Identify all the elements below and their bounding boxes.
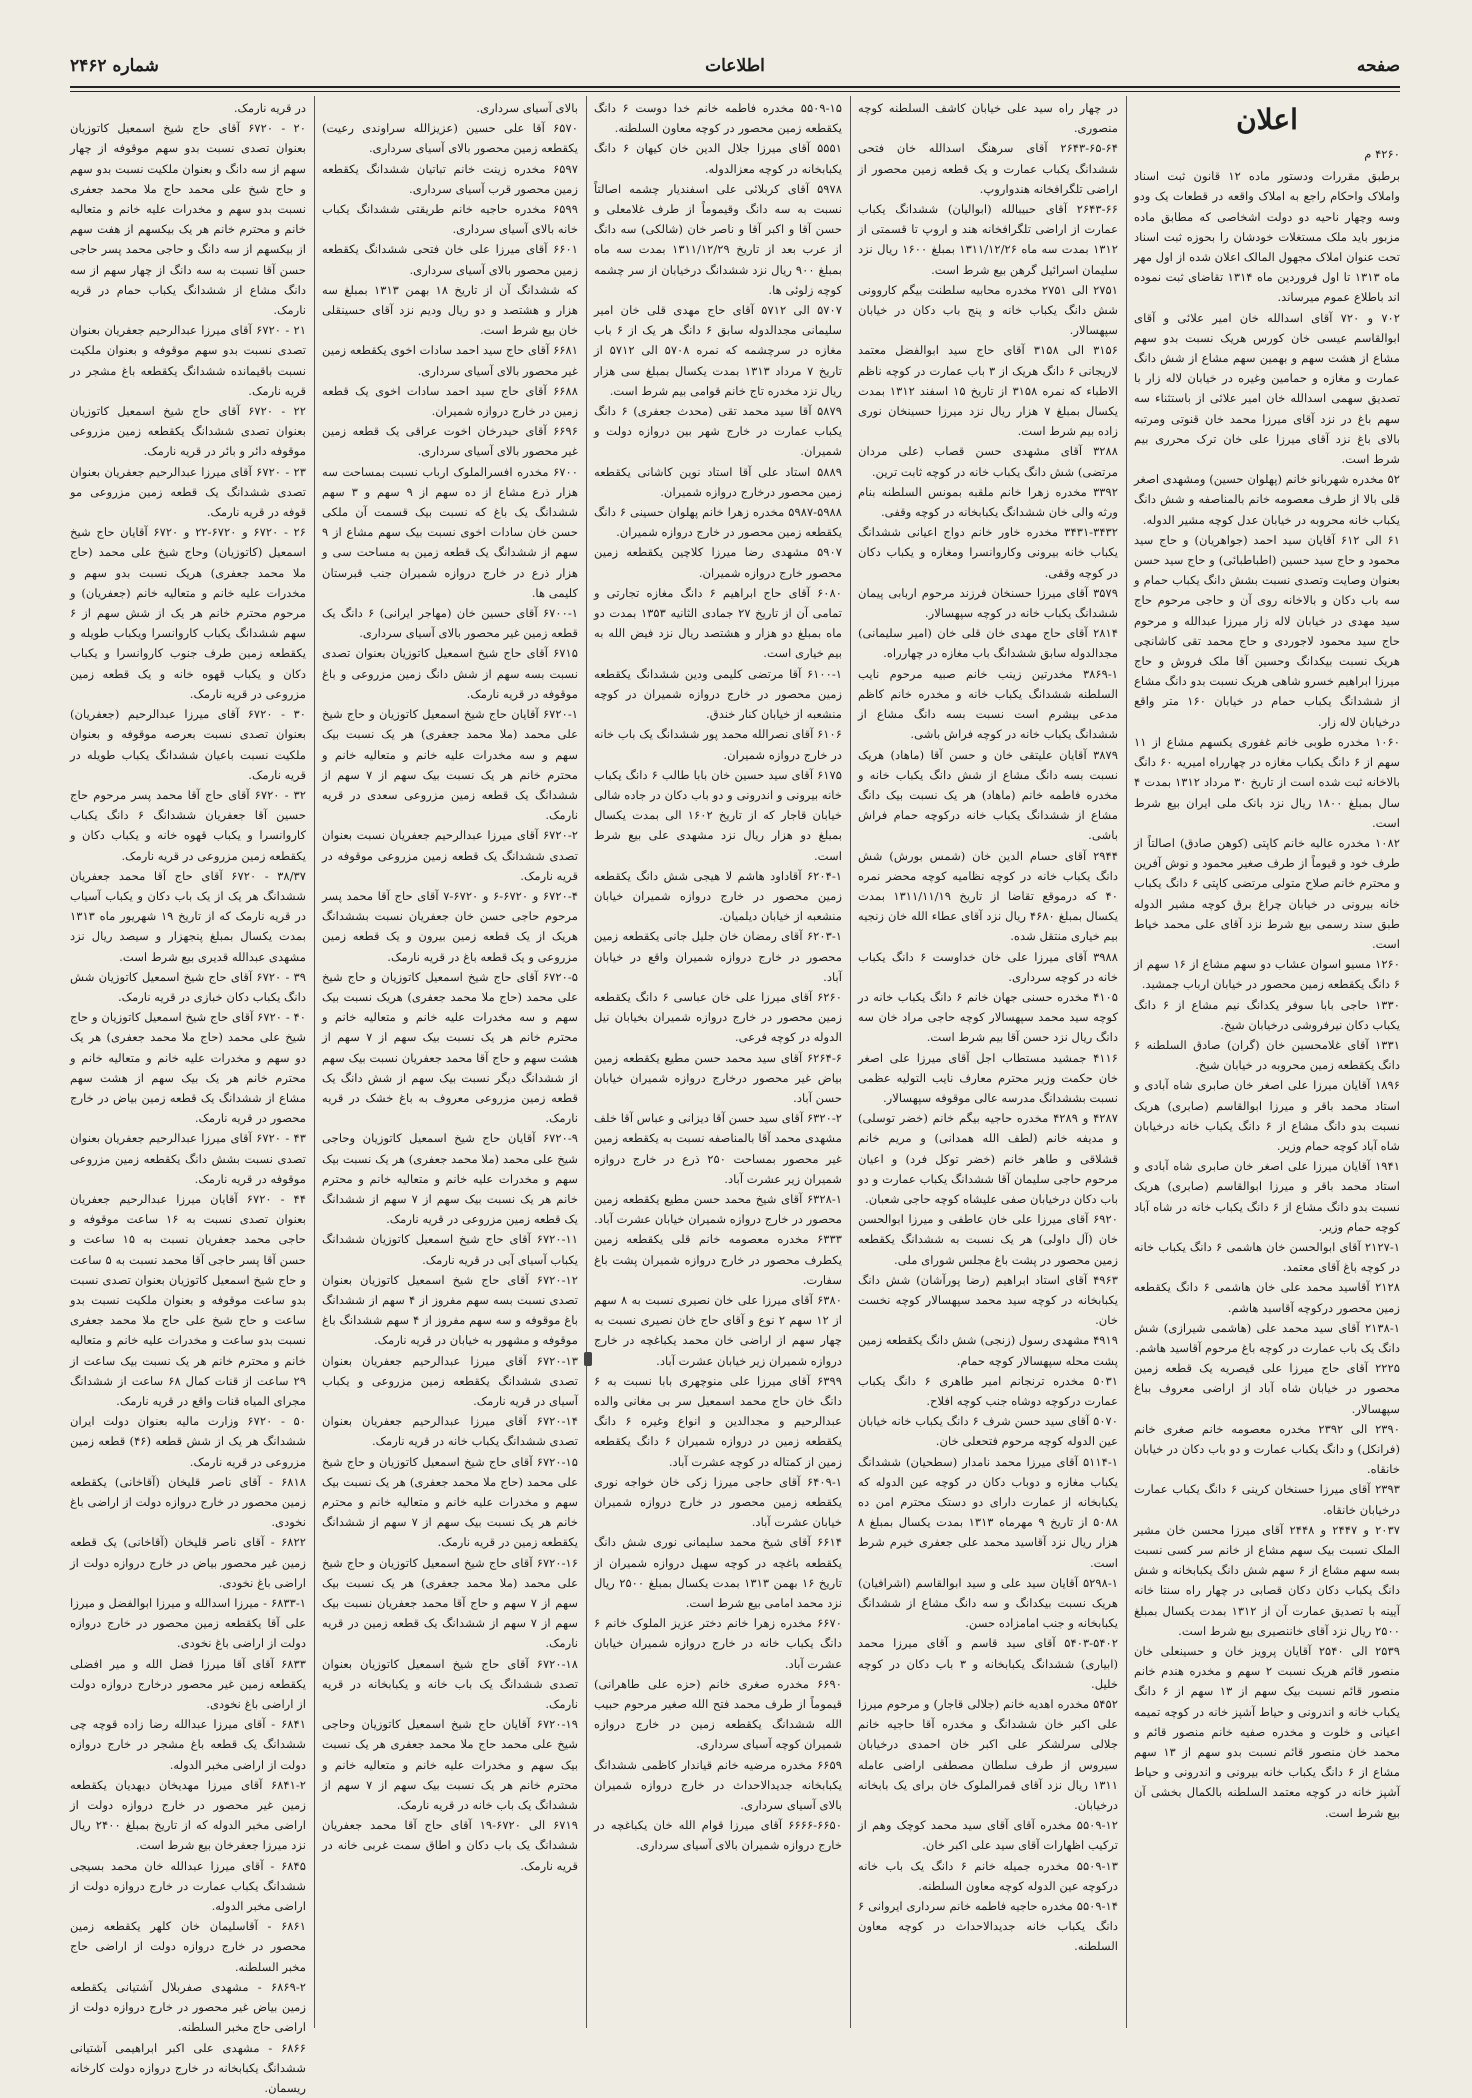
notice-entry: ۵۷۰۷ الی ۵۷۱۲ آقای حاج مهدی قلی خان امیر سلیمانی مجدالدوله سابق ۶ دانگ هر یک از ۶ باب مغازه در سرچشمه که نمره ۵۷۰۸ الی ۵۷۱۲ از تاریخ ۷ مرداد ۱۳۱۳ بمدت یکسال بمبلغ سی هزار ریال نزد مخدره تاج خانم قوامی بیم شرط است. bbox=[594, 300, 842, 401]
header-rule-thin bbox=[70, 91, 1400, 92]
notice-entry: ۶۷۲۰-۱۶ آقای حاج شیخ اسمعیل کاتوزیان و حاج شیخ علی محمد (ملا محمد جعفری) هر یک نسبت بیک سهم از ۷ سهم و حاج آقا محمد جعفریان نسبت بیک سهم از ۷ سهم از ششدانگ یک قطعه زمین در قریه نارمک. bbox=[322, 1553, 578, 1654]
notice-entry: ۵۲۹۸-۱ آقایان سید علی و سید ابوالقاسم (اشرافیان) هریک نسبت بیکدانگ و سه دانگ مشاع از ششدانگ یکبابخانه و جنب امامزاده حسن. bbox=[858, 1573, 1118, 1634]
notice-entry: ۶۷۲۰-۱ آقایان حاج شیخ اسمعیل کاتوزیان و حاج شیخ علی محمد (ملا محمد جعفری) هر یک نسبت بیک سهم و سه مخدرات علیه خانم و متعالیه خانم و محترم خانم هر یک نسبت بیک سهم از ۷ سهم از ششدانگ یک قطعه زمین مزروعی سعدی در قریه نارمک. bbox=[322, 704, 578, 825]
notice-entry: ۶۸۳۳ آقای آقا میرزا فضل الله و میر افضلی یکقطعه زمین غیر محصور درخارج دروازه دولت از اراضی باغ نخودی. bbox=[70, 1654, 306, 1715]
notice-entry: ۱۸۹۶ آقایان میرزا علی اصغر خان صابری شاه آبادی و استاد محمد باقر و میرزا ابوالقاسم (صابری) هریک نسبت بدو دانگ مشاع از ۶ دانگ یکباب خانه درخیابان شاه آباد کوچه حمام وزیر. bbox=[1134, 1075, 1400, 1156]
notice-entry: ۶۷۲۰-۱۱ آقای حاج شیخ اسمعیل کاتوزیان ششدانگ یکباب آسیای آبی در قریه نارمک. bbox=[322, 1229, 578, 1269]
column-divider bbox=[586, 96, 587, 2028]
notice-entry: ۲۶ - ۶۷۲۰ و ۶۷۲۰-۲۲ و ۶۷۲۰ آقایان حاج شیخ اسمعیل (کاتوزیان) وحاج شیخ علی محمد (حاج ملا محمد جعفری) هریک نسبت بدو سهم و مخدرات علیه خانم و متعالیه خانم (جعفریان) و مرحوم محترم خانم هر یک از شش سهم از ۶ سهم ششدانگ یکباب کاروانسرا ویکباب طویله و یکقطعه زمین طرف جنوب کاروانسرا و یکباب دکان و یکباب قهوه خانه و یک قطعه زمین مزروعی در قریه نارمک. bbox=[70, 522, 306, 704]
notice-entry: ۶۷۲۰-۱۲ آقای حاج شیخ اسمعیل کاتوزیان بعنوان تصدی نسبت بسه سهم مفروز از ۴ سهم از ششدانگ باغ موقوفه و سه سهم مفروز از ۴ سهم ششدانگ باغ موقوفه و مشهور به خیابان در قریه نارمک. bbox=[322, 1270, 578, 1351]
notice-entry: ۶۸۲۲ - آقای ناصر قلیخان (آقاخانی) یک قطعه زمین غیر محصور بیاض در خارج دروازه دولت از اراضی باغ نخودی. bbox=[70, 1532, 306, 1593]
notice-entry: ۳۸۷۹ آقایان علیتقی خان و حسن آقا (ماهاد) هریک نسبت بسه دانگ مشاع از شش دانگ یکباب خانه و مخدره فاطمه خانم (ماهاد) هر یک نسبت بیک دانگ مشاع از ششدانگ یکباب خانه درکوچه حمام فراش باشی. bbox=[858, 745, 1118, 846]
notice-entry: که ششدانگ آن از تاریخ ۱۸ بهمن ۱۳۱۳ بمبلغ سه هزار و هشتصد و دو ریال ودیم نزد آقای حسینقلی خان بیع شرط است. bbox=[322, 280, 578, 341]
notice-entry: ۳۵۷۹ آقای میرزا حسنخان فرزند مرحوم اربابی پیمان ششدانگ یکباب خانه در کوچه سپهسالار. bbox=[858, 583, 1118, 623]
notice-entry: ۶۱۰۰-۱ آقا مرتضی کلیمی ودین ششدانگ یکقطعه زمین محصور در خارج دروازه شمیران در کوچه منشعبه از خیابان کنار خندق. bbox=[594, 664, 842, 725]
notice-entry: ۶۲۶۰ آقای میرزا علی خان عباسی ۶ دانگ یکقطعه زمین محصور در خارج دروازه شمیران بخیابان نیل الدوله در کوچه فرعی. bbox=[594, 987, 842, 1048]
notice-entry: بالای آسیای سرداری. bbox=[322, 98, 578, 118]
notice-entry: ۶۶۸۸ آقای حاج سید احمد سادات اخوی یک قطعه زمین در خارج دروازه شمیران. bbox=[322, 381, 578, 421]
notice-entry: ۳۲۸۸ آقای مشهدی حسن قصاب (علی مردان مرتضی) شش دانگ یکباب خانه در کوچه ثابت ترین. bbox=[858, 441, 1118, 481]
notice-entry: ۶۶۹۶ آقای حیدرخان اخوت عراقی یک قطعه زمین غیر محصور بالای آسیای سرداری. bbox=[322, 421, 578, 461]
notice-entry: ۲۹۴۴ آقای حسام الدین خان (شمس بورش) شش دانگ یکباب خانه در کوچه نظامیه کوچه محضر نمره ۴۰ که درموقع تقاضا از تاریخ ۱۳۱۱/۱۱/۱۹ بمدت یکسال بمبلغ ۴۶۸۰ ریال نزد آقای عطاء الله خان زنجیه بیم خیاری منتقل شده. bbox=[858, 846, 1118, 947]
notice-entry: ۶۷۲۰-۴ و ۶۷۲۰-۶ و ۶۷۲۰-۷ آقای حاج آقا محمد پسر مرحوم حاجی حسن خان جعفریان نسبت بششدانگ هریک از یک قطعه زمین بیرون و یک قطعه زمین مزروعی و یک قطعه باغ در قریه نارمک. bbox=[322, 886, 578, 967]
notice-entry: ۳۹ - ۶۷۲۰ آقای حاج شیخ اسمعیل کاتوزیان شش دانگ یکباب دکان خبازی در قریه نارمک. bbox=[70, 967, 306, 1007]
notice-entry: ۶۶۹۰ مخدره صغری خانم (حزه علی طاهرانی) قیموماً از طرف محمد فتح الله صغیر مرحوم حبیب الله ششدانگ یکقطعه زمین در خارج دروازه شمیران کوچه آسیای سرداری. bbox=[594, 1674, 842, 1755]
notice-entry: ۶۸۳۳-۱ - میرزا اسدالله و میرزا ابوالفضل و میرزا علی آقا یکقطعه زمین محصور در خارج دروازه دولت از اراضی باغ نخودی. bbox=[70, 1593, 306, 1654]
notice-entry: ۳۱۵۶ الی ۳۱۵۸ آقای حاج سید ابوالفضل معتمد لاریجانی ۶ دانگ هریک از ۳ باب عمارت در کوچه ناظم الاطباء که نمره ۳۱۵۸ از تاریخ ۱۵ اسفند ۱۳۱۲ بمدت یکسال بمبلغ ۷ هزار ریال نزد میرزا حسینخان نوری زاده بیم شرط است. bbox=[858, 340, 1118, 441]
notice-entry: ۲۳۹۰ الی ۲۳۹۲ مخدره معصومه خانم صغری خانم (فرانکل) و دانگ یکباب عمارت و دو باب دکان در خیابان خانقاه. bbox=[1134, 1419, 1400, 1480]
notice-entry: ۴۹۱۹ مشهدی رسول (زنجی) شش دانگ یکقطعه زمین پشت محله سپهسالار کوچه حمام. bbox=[858, 1330, 1118, 1370]
notice-entry: ۶۸۴۱-۲ آقای میرزا مهدیخان دیهدیان یکقطعه زمین غیر محصور در خارج دروازه دولت از اراضی مخبر الدوله که از تاریخ بمبلغ ۲۴۰۰ ریال نزد میرزا جعفرخان بیع شرط است. bbox=[70, 1775, 306, 1856]
notice-entry: ۶۹۲۰ آقای میرزا علی خان عاطفی و میرزا ابوالحسن خان (آل داولی) هر یک نسبت به ششدانگ یکقطعه زمین محصور در پشت باغ مجلس شورای ملی. bbox=[858, 1209, 1118, 1270]
notice-entry: ۳۴۳۱-۳۴۳۲ مخدره خاور خانم دواج اعیانی ششدانگ یکباب خانه بیرونی وکاروانسرا ومغازه و یکباب دکان در کوچه وقفی. bbox=[858, 522, 1118, 583]
notice-entry: ۶۲۰۳-۱ آقای رمضان خان جلیل جانی یکقطعه زمین محصور در خارج دروازه شمیران واقع در خیابان آباد. bbox=[594, 926, 842, 987]
notice-entry: ۱۲۶۰ مسیو اسوان عشاب دو سهم مشاع از ۱۶ سهم از ۶ دانگ یکقطعه زمین محصور در خیابان ارباب جمشید. bbox=[1134, 954, 1400, 994]
notice-entry: ۶۵۷۰ آقا علی حسین (عزیزالله سراوندی رعیت) یکقطعه زمین محصور بالای آسیای سرداری. bbox=[322, 118, 578, 158]
column-3 bbox=[594, 98, 842, 2026]
notice-entry: ۳۸/۳۷ - ۶۷۲۰ آقای حاج آقا محمد جعفریان ششدانگ هر یک از یک باب دکان و یکباب آسیاب در قریه نارمک که از تاریخ ۱۹ شهریور ماه ۱۳۱۳ بمدت یکسال بمبلغ پنجهزار و سیصد ریال نزد مشهدی عبدالله قدیری بیع شرط است. bbox=[70, 866, 306, 967]
notice-entry: ۶۲۶۴-۶ آقای سید محمد حسن مطیع یکقطعه زمین بیاض غیر محصور درخارج دروازه شمیران خیابان حسن آباد. bbox=[594, 1048, 842, 1109]
notice-title: اعلان bbox=[1134, 100, 1400, 140]
notice-entry: ۶۷۲۰-۱۳ آقای میرزا عبدالرحیم جعفریان بعنوان تصدی ششدانگ یکقطعه زمین مزروعی و یکباب آسیای در قریه نارمک. bbox=[322, 1351, 578, 1412]
notice-entry: ۳۰ - ۶۷۲۰ آقای میرزا عبدالرحیم (جعفریان) بعنوان تصدی نسبت بعرصه موقوفه و بعنوان ملکیت نسبت باعیان ششدانگ یکباب طویله در قریه نارمک. bbox=[70, 704, 306, 785]
page-label: صفحه bbox=[1357, 56, 1400, 76]
notice-entry: ۵۴۵۲ مخدره اهدیه خانم (جلالی قاجار) و مرحوم میرزا علی اکبر خان ششدانگ و مخدره آقا حاجیه خانم جلالی سرلشکر علی اکبر خان احمدی درخیابان سیروس از طرف سلطان مصطفی اراضی عامله ۱۳۱۱ ریال نزد آقای قمرالملوک خان برای یک بابخانه درخیابان. bbox=[858, 1694, 1118, 1815]
notice-number: ۴۲۶۰ م bbox=[1134, 144, 1400, 164]
column-divider bbox=[1126, 96, 1127, 2028]
notice-entry: ۶۸۴۵ - آقای میرزا عبدالله خان محمد بسیجی ششدانگ یکباب عمارت در خارج دروازه دولت از اراضی مخبر الدوله. bbox=[70, 1856, 306, 1917]
notice-entry: ۵۲ مخدره شهربانو خانم (پهلوان حسین) ومشهدی اصغر قلی بالا از طرف معصومه خانم بالمناصفه و شش دانگ یکباب خانه محروبه در خیابان عدل کوچه مشیر الدوله. bbox=[1134, 469, 1400, 530]
notice-entry: ۵۰۳۱ مخدره ترنجانم امیر طاهری ۶ دانگ یکباب عمارت درکوچه دوشاه جنب کوچه افلاح. bbox=[858, 1371, 1118, 1411]
notice-entry: ۲۷۵۱ الی ۲۷۵۱ مخدره محابیه سلطنت بیگم کاروونی شش دانگ یکباب خانه و پنج باب دکان در خیابان سپهسالار. bbox=[858, 280, 1118, 341]
notice-entry: ۶۷۰۰-۱ آقای حسین خان (مهاجر ایرانی) ۶ دانگ یک قطعه زمین غیر محصور بالای آسیای سرداری. bbox=[322, 603, 578, 643]
notice-entry: ۴۱۰۵ مخدره حسنی جهان خانم ۶ دانگ یکباب خانه در کوچه سید محمد سپهسالار کوچه حاجی مراد خان سه دانگ ریال نزد حسن آقا بیم شرط است. bbox=[858, 987, 1118, 1048]
notice-entry: ۶۸۴۱ - آقای میرزا عبدالله رضا زاده قوچه چی ششدانگ یک قطعه باغ مشجر در خارج دروازه دولت از اراضی مخبر الدوله. bbox=[70, 1714, 306, 1775]
notice-entry: ۶۳۳۳ مخدره معصومه خانم قلی یکقطعه زمین یکطرف محصور در خارج دروازه شمیران پشت باغ سفارت. bbox=[594, 1229, 842, 1290]
notice-entry: ۶۱ الی ۶۱۲ آقایان سید احمد (جواهریان) و حاج سید محمود و حاج سید حسین (اطباطبائی) و حاج سید حسن بعنوان وصایت وتصدی نسبت بشش دانگ یکباب حمام و سه باب دکان و بالاخانه روی آن و حاجی مرحوم حاج سید مهدی در خیابان لاله زار میرزا عبدالله و مرحوم حاج سید محمود لاجوردی و حاج محمد تقی کاشانچی هریک نسبت بیکدانگ وحسین آقا ملک فروش و حاج میرزا ابراهیم خسرو شاهی هریک نسبت بدو دانگ مشاع از ششدانگ یکباب حمام در خیابان ۱۶۰ متر واقع درخیابان لاله زار. bbox=[1134, 530, 1400, 732]
notice-entry: ۵۹۰۷ مشهدی رضا میرزا کلاچین یکقطعه زمین محصور خارج دروازه شمیران. bbox=[594, 542, 842, 582]
newspaper-name: اطلاعات bbox=[70, 56, 1400, 76]
notice-entry: ۶۲۰۴-۱ آقاداود هاشم لا هیجی شش دانگ یکقطعه زمین محصور در خارج دروازه شمیران خیابان منشعبه از خیابان دیلمیان. bbox=[594, 866, 842, 927]
notice-entry: ۲۳۹۳ آقای میرزا حسنخان کرینی ۶ دانگ یکباب عمارت درخیابان خانقاه. bbox=[1134, 1479, 1400, 1519]
notice-entry: ۴۱۱۶ جمشید مستطاب اجل آقای میرزا علی اصغر خان حکمت وزیر محترم معارف نایب التولیه عظمی نسبت بششدانگ مدرسه عالی موقوفه سپهسالار. bbox=[858, 1048, 1118, 1109]
notice-entry: ۳۹۸۸ آقای میرزا علی خان خداوست ۶ دانگ یکباب خانه در کوچه سرداری. bbox=[858, 947, 1118, 987]
notice-entry: ۲۸۱۴ آقای حاج مهدی خان قلی خان (امیر سلیمانی) مجدالدوله سابق ششدانگ باب مغازه در چهارراه. bbox=[858, 623, 1118, 663]
notice-entry: ۲۰ - ۶۷۲۰ آقای حاج شیخ اسمعیل کاتوزیان بعنوان تصدی نسبت بدو سهم موقوفه از چهار سهم از سه دانگ و بعنوان ملکیت نسبت بدو سهم و حاج شیخ علی محمد حاج ملا محمد جعفری نسبت بدو سهم و مخدرات علیه خانم و متعالیه خانم و محترم خانم هر یک بیکسهم از هفت سهم از بیکسهم از سه دانگ و حاجی محمد پسر حاجی حسن آقا نسبت به سه دانگ از چهار سهم از سه دانگ مشاع از ششدانگ یکباب حمام در قریه نارمک. bbox=[70, 118, 306, 320]
notice-entry: ۷۰۲ و ۷۲۰ آقای اسدالله خان امیر علائی و آقای ابوالقاسم عیسی خان کورس هریک نسبت بدو سهم مشاع از هشت سهم و بهمین سهم مشاع از شش دانگ عمارت و مغازه و حمامین وغیره در خیابان لاله زار با تصدیق سهمی اسدالله خان امیر علائی از باستثناء سه سهم باغ در نزد آقای میرزا محمد خان قنوتی ومرتبه بالای باغ نزد آقای میرزا علی خان ترک محرری بیم شرط است. bbox=[1134, 308, 1400, 470]
notice-entry: ۵۸۷۹ آقا سید محمد تقی (محدث جعفری) ۶ دانگ یکباب عمارت در خارج شهر بین دروازه دولت و شمیران. bbox=[594, 401, 842, 462]
notice-entry: ۵۰۷۰ آقای سید حسن شرف ۶ دانگ یکباب خانه خیابان عین الدوله کوچه مرحوم فتحعلی خان. bbox=[858, 1411, 1118, 1451]
notice-entry: ۶۳۲۰-۲ آقای سید حسن آقا دیزانی و عباس آقا خلف مشهدی محمد آقا بالمناصفه نسبت به یکقطعه زمین غیر محصور بمساحت ۲۵۰ ذرع در خارج دروازه شمیران زیر عشرت آباد. bbox=[594, 1108, 842, 1189]
notice-entry: ۶۶۶۶-۶۶۵۰ آقای میرزا قوام الله خان یکباغچه در خارج دروازه شمیران بالای آسیای سرداری. bbox=[594, 1815, 842, 1855]
notice-entry: ۵۸۸۹ استاد علی آقا استاد نوین کاشانی یکقطعه زمین محصور درخارج دروازه شمیران. bbox=[594, 462, 842, 502]
notice-entry: ۲۶۴۳-۶۶ آقای حبیبالله (ابوالیان) ششدانگ یکباب عمارت از اراضی تلگرافخانه هند و اروپ تا قسمتی از ۱۳۱۲ بمدت سه ماه ۱۳۱۱/۱۲/۲۶ بمبلغ ۱۶۰۰ ریال نزد سلیمان اسرائیل گرهن بیع شرط است. bbox=[858, 199, 1118, 280]
notice-entry: ۶۶۷۰ مخدره زهرا خانم دختر عزیز الملوک خانم ۶ دانگ یکباب خانه در خارج دروازه شمیران خیابان عشرت آباد. bbox=[594, 1613, 842, 1674]
notice-entry: ۶۷۱۹ الی ۶۷۲۰-۱۹ آقای حاج آقا محمد جعفریان ششدانگ یک باب دکان و اطاق سمت غربی خانه در قریه نارمک. bbox=[322, 1815, 578, 1876]
notice-entry: ۴۳ - ۶۷۲۰ آقای میرزا عبدالرحیم جعفریان بعنوان تصدی نسبت بشش دانگ یکقطعه زمین مزروعی موقوفه در قریه نارمک. bbox=[70, 1128, 306, 1189]
column-divider bbox=[850, 96, 851, 2028]
notice-entry: ۶۶۱۴ آقای شیخ محمد سلیمانی نوری شش دانگ یکقطعه باغچه در کوچه سهیل دروازه شمیران از تاریخ ۱۶ بهمن ۱۳۱۳ بمدت یکسال بمبلغ ۲۵۰۰ ریال نزد محمد امامی بیع شرط است. bbox=[594, 1532, 842, 1613]
notice-entry: ۵۹۸۷-۵۹۸۸ مخدره زهرا خانم پهلوان حسینی ۶ دانگ یکقطعه زمین محصور در خارج دروازه شمیران. bbox=[594, 502, 842, 542]
notice-entry: ۶۱۷۵ آقای سید حسین خان بابا طالب ۶ دانگ یکباب خانه بیرونی و اندرونی و دو باب دکان در جاده شالی خیابان قاجار که از تاریخ ۱۶۰۲ الی بمدت یکسال بمبلغ دو هزار ریال نزد مشهدی علی بیع شرط است. bbox=[594, 765, 842, 866]
notice-entry: ۶۷۱۵ آقای حاج شیخ اسمعیل کاتوزیان بعنوان تصدی نسبت بسه سهم از شش دانگ زمین مزروعی و باغ موقوفه در قریه نارمک. bbox=[322, 643, 578, 704]
page-header bbox=[70, 56, 1400, 82]
notice-entry: ۶۶۸۱ آقای حاج سید احمد سادات اخوی یکقطعه زمین غیر محصور بالای آسیای سرداری. bbox=[322, 340, 578, 380]
notice-entry: ۲۱۲۷-۱ آقای ابوالحسن خان هاشمی ۶ دانگ یکباب خانه در کوچه باغ آقای معتمد. bbox=[1134, 1237, 1400, 1277]
header-rule bbox=[70, 86, 1400, 88]
notice-entry: ۶۶۵۹ مخدره مرضیه خانم قیاندار کاظمی ششدانگ یکبابخانه جدیدالاحداث در خارج دروازه شمیران بالای آسیای سرداری. bbox=[594, 1755, 842, 1816]
notice-entry: ۶۶۰۱ آقای میرزا علی خان فتحی ششدانگ یکقطعه زمین محصور بالای آسیای سرداری. bbox=[322, 239, 578, 279]
notice-entry: ۶۷۲۰-۱۵ آقای حاج شیخ اسمعیل کاتوزیان و حاج شیخ علی محمد (حاج ملا محمد جعفری) هر یک نسبت بیک سهم و مخدرات علیه خانم و متعالیه خانم و محترم خانم هر یک نسبت بیک سهم از ۷ سهم از ششدانگ یکقطعه زمین در قریه نارمک. bbox=[322, 1452, 578, 1553]
notice-entry: ۶۷۲۰-۱۸ آقای حاج شیخ اسمعیل کاتوزیان بعنوان تصدی ششدانگ یک باب خانه و یکبابخانه در قریه نارمک. bbox=[322, 1654, 578, 1715]
notice-entry: ۲۵۳۹ الی ۲۵۴۰ آقایان پرویز خان و حسینعلی خان منصور قائم هریک نسبت ۲ سهم و مخدره هندم خانم منصور قائم نسبت بیک سهم از ۱۳ سهم از ۶ دانگ یکباب خانه و اندرونی و حیاط آشپز خانه در کوچه تمیمه اعیانی و خلوت و مخدره صفیه خانم منصور قائم و محمد خان منصور قائم نسبت بدو سهم از ۱۳ سهم مشاع از ۶ دانگ یکباب خانه بیرونی و اندرونی و حیاط آشپز خانه در کوچه معتمد السلطنه بالکمال بخشی آن بیع شرط است. bbox=[1134, 1641, 1400, 1823]
column-divider bbox=[314, 96, 315, 2028]
notice-entry: ۱۳۳۱ آقای غلامحسین خان (گران) صادق السلطنه ۶ دانگ یکقطعه زمین محروبه در خیابان شیخ. bbox=[1134, 1035, 1400, 1075]
notice-entry: ۶۵۹۹ مخدره حاجیه خانم طریقتی ششدانگ یکباب خانه بالای آسیای سرداری. bbox=[322, 199, 578, 239]
notice-entry: ۵۰ - ۶۷۲۰ وزارت مالیه بعنوان دولت ایران ششدانگ هر یک از شش قطعه (۴۶) قطعه زمین مزروعی در قریه نارمک. bbox=[70, 1411, 306, 1472]
notice-entry: ۶۸۶۱ - آقاسلیمان خان کلهر یکقطعه زمین محصور در خارج دروازه دولت از اراضی حاج مخبر السلطنه. bbox=[70, 1916, 306, 1977]
notice-entry: ۶۵۹۷ مخدره زینت خانم تباتیان ششدانگ یکقطعه زمین محصور قرب آسیای سرداری. bbox=[322, 159, 578, 199]
column-2 bbox=[858, 98, 1118, 2026]
notice-entry: ۲۱ - ۶۷۲۰ آقای میرزا عبدالرحیم جعفریان بعنوان تصدی نسبت بدو سهم موقوفه و بعنوان ملکیت نسبت باقیمانده ششدانگ یکقطعه باغ مشجر در قریه نارمک. bbox=[70, 320, 306, 401]
notice-entry: ۶۳۹۹ آقای میرزا علی منوچهری بابا نسبت به ۶ دانگ خان حاج محمد اسمعیل سر بی مغانی والده عبدالرحیم و مجدالدین و انواع وغیره ۶ دانگ یکقطعه زمین در دروازه شمیران ۶ دانگ یکقطعه زمین از کمتاله در کوچه عشرت آباد. bbox=[594, 1371, 842, 1472]
notice-entry: ۶۷۲۰-۵ آقای حاج شیخ اسمعیل کاتوزیان و حاج شیخ علی محمد (حاج ملا محمد جعفری) هریک نسبت بیک سهم و سه مخدرات علیه خانم و متعالیه خانم و محترم خانم هر یک نسبت بیک سهم از ۷ سهم از هشت سهم و حاج آقا محمد جعفریان نسبت بیک سهم از ششدانگ دیگر نسبت بیک سهم از شش دانگ یک قطعه زمین مزروعی معروف به باغ خشک در قریه نارمک. bbox=[322, 967, 578, 1129]
notice-entry: ۶۳۲۸-۱ آقای شیخ محمد حسن مطیع یکقطعه زمین محصور در خارج دروازه شمیران خیابان عشرت آباد. bbox=[594, 1189, 842, 1229]
notice-entry: ۶۷۲۰-۱۹ آقایان حاج شیخ اسمعیل کاتوزیان وحاجی شیخ علی محمد حاج ملا محمد جعفری هر یک نسبت بیک سهم و مخدرات علیه خانم و متعالیه خانم و محترم خانم هر یک نسبت بیک سهم از ۷ سهم از ششدانگ یک باب خانه در قریه نارمک. bbox=[322, 1714, 578, 1815]
notice-entry: ۶۳۸۰ آقای میرزا علی خان نصیری نسبت به ۸ سهم از ۱۲ سهم ۲ نوع و آقای حاج خان نصیری نسبت به چهار سهم از اراضی خان محمد یکباغچه در خارج دروازه شمیران زیر خیابان عشرت آباد. bbox=[594, 1290, 842, 1371]
notice-entry: ۶۷۲۰-۹ آقایان حاج شیخ اسمعیل کاتوزیان وحاجی شیخ علی محمد (ملا محمد جعفری) هر یک نسبت بیک سهم و مخدرات علیه خانم و متعالیه خانم و محترم خانم هر یک نسبت بیک سهم از ۷ سهم از ششدانگ یک قطعه زمین مزروعی در قریه نارمک. bbox=[322, 1128, 578, 1229]
notice-entry: برطبق مقررات ودستور ماده ۱۲ قانون ثبت اسناد واملاک واحکام راجع به املاک واقعه در قطعات یک ودو وسه وچهار ناحیه دو دولت اشخاصی که مطابق ماده مزبور باید ملک مستغلات خودشان را بحوزه ثبت اسناد تحت عنوان املاک مجهول المالک اعلان شده از اول مهر ماه ۱۳۱۳ تا اول فروردین ماه ۱۳۱۴ تقاضای ثبت نموده اند باطلاع عموم میرساند. bbox=[1134, 166, 1400, 307]
notice-entry: ۵۹۷۸ آقای کربلائی علی اسفندیار چشمه اصالتاً نسبت به سه دانگ وقیموماً از طرف غلامعلی و حسن آقا و اکبر آقا و ناصر خان (شالکی) سه دانگ از عرب بعد از تاریخ ۱۳۱۱/۱۲/۲۹ بمدت سه ماه بمبلغ ۹۰۰ ریال نزد ششدانگ درخیابان از سر چشمه کوچه زلوئی ها. bbox=[594, 179, 842, 300]
notice-entry: ۵۵۰۹-۱۳ مخدره جمیله خانم ۶ دانگ یک باب خانه درکوچه عین الدوله کوچه معاون السلطنه. bbox=[858, 1856, 1118, 1896]
notice-entry: ۲۰۳۷ و ۲۴۴۷ و ۲۴۴۸ آقای میرزا محسن خان مشیر الملک نسبت بیک سهم مشاع از خانم سر کسی نسبت بسه سهم مشاع از ۶ سهم شش دانگ یکبابخانه و شش دانگ یکباب دکان دکان قصابی در چهار راه سنتا خانه آیینه با تصدیق عمارت آن از ۱۳۱۲ بمدت یکسال بمبلغ ۲۵۰۰ ریال نزد آقای خاننصیری بیع شرط است. bbox=[1134, 1520, 1400, 1641]
notice-entry: ۳۸۶۹-۱ مخدرتین زینب خانم صبیه مرحوم نایب السلطنه ششدانگ یکباب خانه و مخدره خانم کاظم مدعی بیشرم است نسبت بسه دانگ مشاع از ششدانگ یکباب خانه در کوچه فراش باشی. bbox=[858, 664, 1118, 745]
column-4 bbox=[322, 98, 578, 2026]
notice-entry: ۴۴ - ۶۷۲۰ آقایان میرزا عبدالرحیم جعفریان بعنوان تصدی نسبت به ۱۶ ساعت موقوفه و حاجی محمد جعفریان نسبت به ۱۵ ساعت و حسن آقا پسر حاجی آقا محمد نسبت به ۵ ساعت و حاج شیخ اسمعیل کاتوزیان بعنوان تصدی نسبت بدو ساعت موقوفه و بعنوان ملکیت نسبت بدو ساعت و حاج شیخ علی حاج ملا محمد جعفری نسبت بدو ساعت و مخدرات علیه خانم و متعالیه خانم و محترم خانم هر یک نسبت بیک ساعت از ۲۹ ساعت از قنات کمال ۶۸ ساعت از ششدانگ مجرای المیاه قنات واقع در قریه نارمک. bbox=[70, 1189, 306, 1411]
column-1 bbox=[1134, 98, 1400, 2026]
notice-entry: ۴۹۶۳ آقای استاد ابراهیم (رضا پورآشان) شش دانگ یکبابخانه در کوچه سید محمد سپهسالار کوچه نخست خان. bbox=[858, 1270, 1118, 1331]
notice-entry: ۳۲ - ۶۷۲۰ آقای حاج آقا محمد پسر مرحوم حاج حسین آقا جعفریان ششدانگ ۶ دانگ یکباب کاروانسرا و یکباب قهوه خانه و یکباب دکان و یکقطعه زمین مزروعی در قریه نارمک. bbox=[70, 785, 306, 866]
notice-entry: ۶۷۲۰-۱۴ آقای میرزا عبدالرحیم جعفریان بعنوان تصدی ششدانگ یکباب خانه در قریه نارمک. bbox=[322, 1411, 578, 1451]
notice-entry: ۵۵۵۱ آقای میرزا جلال الدین خان کیهان ۶ دانگ یکبابخانه در کوچه معزالدوله. bbox=[594, 138, 842, 178]
notice-entry: ۴۰ - ۶۷۲۰ آقای حاج شیخ اسمعیل کاتوزیان و حاج شیخ علی محمد (حاج ملا محمد جعفری) هر یک دو سهم و مخدرات علیه خانم و متعالیه خانم و محترم خانم هر یک بیک سهم از هشت سهم مشاع از ششدانگ یک قطعه زمین بیاض در خارج محصور در قریه نارمک. bbox=[70, 1007, 306, 1128]
notice-entry: ۲۱۳۸-۱ آقای سید محمد علی (هاشمی شیرازی) شش دانگ یک باب عمارت در کوچه باغ مرحوم آقاسید هاشم. bbox=[1134, 1318, 1400, 1358]
issue-number: شماره ۲۴۶۲ bbox=[70, 56, 159, 76]
notice-entry: ۲۶۴۳-۶۵-۶۴ آقای سرهنگ اسدالله خان فتحی ششدانگ یکباب عمارت و یک قطعه زمین محصور از اراضی تلگرافخانه هندواروپ. bbox=[858, 138, 1118, 199]
notice-entry: ۵۵۰۹-۱۴ مخدره حاجیه فاطمه خانم سرداری ایروانی ۶ دانگ یکباب خانه جدیدالاحداث در کوچه معاون السلطنه. bbox=[858, 1896, 1118, 1957]
notice-entry: ۲۱۲۸ آقاسید محمد علی خان هاشمی ۶ دانگ یکقطعه زمین محصور درکوچه آقاسید هاشم. bbox=[1134, 1277, 1400, 1317]
notice-entry: ۵۱۱۴-۱ آقای میرزا محمد نامدار (سطحیان) ششدانگ یکباب مغازه و دوباب دکان در کوچه عین الدوله که یکبابخانه از عمارت دارای دو دستک محترم امن ده ۵۰۸۸ از تاریخ ۹ مهرماه ۱۳۱۳ بمدت یکسال بمبلغ ۸ هزار ریال نزد آقاسید محمد علی جعفری خیرم شرط است. bbox=[858, 1452, 1118, 1573]
notice-entry: ۵۴۰۳-۵۴۰۲ آقای سید قاسم و آقای میرزا محمد (ابیاری) ششدانگ یکبابخانه و ۳ باب دکان در کوچه خلیل. bbox=[858, 1633, 1118, 1694]
notice-entry: ۶۴۰۹-۱ آقای حاجی میرزا زکی خان خواجه نوری یکقطعه زمین محصور در خارج دروازه شمیران خیابان عشرت آباد. bbox=[594, 1472, 842, 1533]
notice-entry: ۲۲۲۵ آقای حاج میرزا علی قیصریه یک قطعه زمین محصور در خیابان شاه آباد از اراضی معروف بباغ سپهسالار. bbox=[1134, 1358, 1400, 1419]
notice-entry: ۶۸۱۸ - آقای ناصر قلیخان (آقاخانی) یکقطعه زمین محصور در خارج دروازه دولت از اراضی باغ نخودی. bbox=[70, 1472, 306, 1533]
notice-entry: در چهار راه سید علی خیابان کاشف السلطنه کوچه منصوری. bbox=[858, 98, 1118, 138]
notice-entry: ۶۰۸۰ آقای حاج ابراهیم ۶ دانگ مغازه تجارتی و تمامی آن از تاریخ ۲۷ جمادی الثانیه ۱۳۵۳ بمدت دو ماه بمبلغ دو هزار و هشتصد ریال نزد فیض الله به بیم خیاری است. bbox=[594, 583, 842, 664]
notice-entry: ۶۸۶۶ - مشهدی علی اکبر ابراهیمی آشتیانی ششدانگ یکبابخانه در خارج دروازه دولت کارخانه ریسمان. bbox=[70, 2038, 306, 2098]
margin-mark bbox=[584, 1352, 592, 1366]
notice-entry: ۶۱۰۶ آقای نصرالله محمد پور ششدانگ یک باب خانه در خارج دروازه شمیران. bbox=[594, 724, 842, 764]
notice-entry: در قریه نارمک. bbox=[70, 98, 306, 118]
notice-entry: ۱۰۸۲ مخدره عالیه خانم کاپتی (کوهن صادق) اصالتاً از طرف خود و قیوماً از طرف صغیر محمود و نوش آفرین و محترم خانم صلاح متولی مرتضی کاپتی ۶ دانگ یکباب خانه بیرونی در خیابان چراغ برق کوچه مشیر الدوله طبق سند رسمی بیع شرط نزد آقای علی محمد خیاط است. bbox=[1134, 833, 1400, 954]
notice-entry: ۱۹۴۱ آقایان میرزا علی اصغر خان صابری شاه آبادی و استاد محمد باقر و میرزا ابوالقاسم (صابری) هریک نسبت بدو دانگ مشاع از ۶ دانگ یکباب خانه در شاه آباد کوچه حمام وزیر. bbox=[1134, 1156, 1400, 1237]
notice-entry: ۶۸۶۹-۲ - مشهدی صفربلال آشتیانی یکقطعه زمین بیاض غیر محصور در خارج دروازه دولت از اراضی حاج مخبر السلطنه. bbox=[70, 1977, 306, 2038]
notice-entry: ۴۲۸۷ و ۴۲۸۹ مخدره حاجیه بیگم خانم (خضر توسلی) و مدیفه خانم (لطف الله همدانی) و مریم خانم قشلاقی و طاهر خانم (خضر توکل فرد) و اعیان مرحوم حاجی سلیمان آقا ششدانگ یکباب عمارت و دو باب دکان درخیابان صفی علیشاه کوچه حاجی شعبان. bbox=[858, 1108, 1118, 1209]
notice-entry: ۲۳ - ۶۷۲۰ آقای میرزا عبدالرحیم جعفریان بعنوان تصدی ششدانگ یک قطعه زمین مزروعی مو قوفه در قریه نارمک. bbox=[70, 462, 306, 523]
notice-entry: ۶۷۰۰ مخدره افسرالملوک ارباب نسبت بمساحت سه هزار ذرع مشاع از ده سهم از ۹ سهم و ۳ سهم ششدانگ یک باغ که نسبت بیک قسمت آن ملکی حسن خان سادات اخوی نسبت بیک سهم مشاع از ۹ سهم از ششدانگ یک قطعه زمین به مساحت سی و هزار ذرع در خارج دروازه شمیران جنب قبرستان کلیمی ها. bbox=[322, 462, 578, 603]
notice-entry: ۳۳۹۲ مخدره زهرا خانم ملقبه بمونس السلطنه بنام ورثه والی خان ششدانگ یکبابخانه در کوچه وقفی. bbox=[858, 482, 1118, 522]
notice-entry: ۱۰۶۰ مخدره طوبی خانم غفوری یکسهم مشاع از ۱۱ سهم از ۶ دانگ یکباب مغازه در چهارراه امیریه ۶۰ دانگ بالاخانه ثبت شده است از تاریخ ۳۰ مرداد ۱۳۱۲ بمدت ۴ سال بمبلغ ۱۸۰۰ ریال نزد بانک ملی ایران بیع شرط است. bbox=[1134, 732, 1400, 833]
notice-entry: ۵۵۰۹-۱۲ مخدره آقای آقای سید محمد کوچک وهم از ترکیب اظهارات آقای سید علی اکبر خان. bbox=[858, 1815, 1118, 1855]
notice-entry: ۵۵۰۹-۱۵ مخدره فاطمه خانم خدا دوست ۶ دانگ یکقطعه زمین محصور در کوچه معاون السلطنه. bbox=[594, 98, 842, 138]
notice-entry: ۶۷۲۰-۲ آقای میرزا عبدالرحیم جعفریان نسبت بعنوان تصدی ششدانگ یک قطعه زمین مزروعی موقوفه در قریه نارمک. bbox=[322, 825, 578, 886]
notice-entry: ۲۲ - ۶۷۲۰ آقای حاج شیخ اسمعیل کاتوزیان بعنوان تصدی ششدانگ یکقطعه زمین مزروعی موقوفه دائر و بائر در قریه نارمک. bbox=[70, 401, 306, 462]
notice-entry: ۱۳۳۰ حاجی بابا سوفر یکدانگ نیم مشاع از ۶ دانگ یکباب دکان نیرفروشی درخیابان شیخ. bbox=[1134, 995, 1400, 1035]
column-5 bbox=[70, 98, 306, 2026]
